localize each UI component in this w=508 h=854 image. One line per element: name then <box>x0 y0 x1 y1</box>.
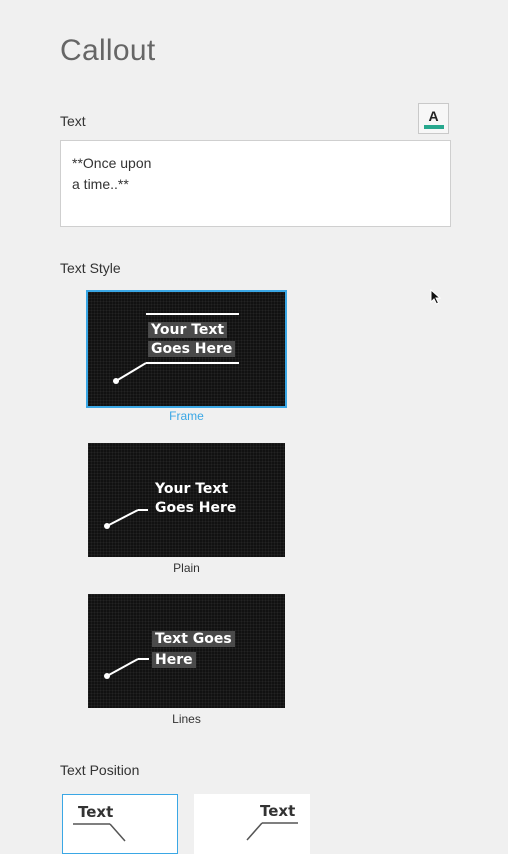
text-color-button[interactable] <box>418 103 449 134</box>
text-color-icon: A <box>428 108 439 124</box>
style-option-label: Plain <box>173 561 200 575</box>
preview-text-line-2: Goes Here <box>155 500 237 516</box>
mouse-cursor-icon <box>430 289 442 310</box>
text-section-label: Text <box>60 113 86 129</box>
preview-text-line-1: Text Goes <box>152 631 235 647</box>
text-position-label: Text Position <box>60 762 140 778</box>
position-preview-text: Text <box>78 803 114 821</box>
style-option-label: Frame <box>169 409 204 423</box>
style-option-label: Lines <box>172 712 201 726</box>
style-thumbnail-frame <box>86 290 287 408</box>
text-style-label: Text Style <box>60 260 121 276</box>
style-option-frame[interactable] <box>86 290 287 423</box>
panel-title: Callout <box>60 34 156 67</box>
preview-text-line-2: Goes Here <box>148 341 235 357</box>
text-color-swatch <box>424 125 444 129</box>
preview-text-line-2: Here <box>152 652 196 668</box>
position-option-top-left[interactable] <box>62 794 178 854</box>
position-option-top-right[interactable] <box>194 794 310 854</box>
style-thumbnail-lines <box>88 594 285 708</box>
style-option-lines[interactable] <box>86 594 287 726</box>
style-option-plain[interactable] <box>86 443 287 575</box>
style-thumbnail-plain <box>88 443 285 557</box>
preview-text-line-1: Your Text <box>155 481 229 497</box>
preview-text-line-1: Your Text <box>148 322 227 338</box>
callout-text-input[interactable] <box>60 140 451 227</box>
position-preview-text: Text <box>260 802 296 820</box>
